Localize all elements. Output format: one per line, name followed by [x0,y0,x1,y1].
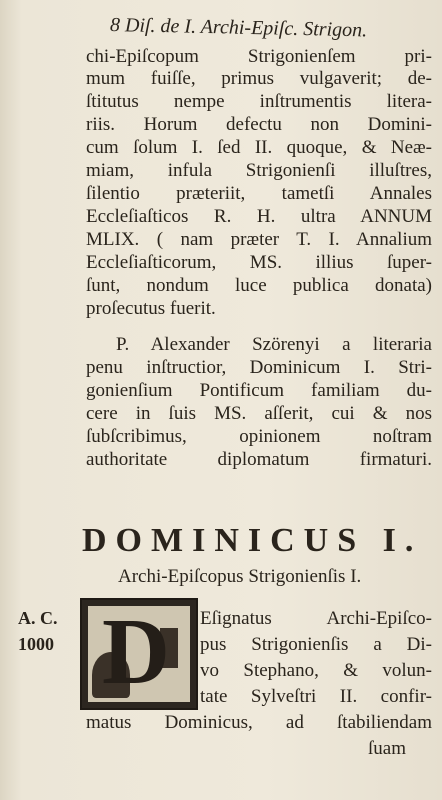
text-line: authoritate diplomatum firmaturi. [86,449,432,470]
catchword: ſuam [368,738,406,759]
text-line: Eccleſiaſticos R. H. ultra ANNUM [86,206,432,227]
text-line: P. Alexander Szörenyi a literaria [116,334,432,355]
text-line: cum ſolum I. ſed II. quoque, & Neæ- [86,137,432,158]
text-line: chi-Epiſcopum Strigonienſem pri- [86,46,432,67]
text-line: MLIX. ( nam præter T. I. Annalium [86,229,432,250]
text-line: Eſignatus Archi-Epiſco- [200,608,432,629]
text-line: miam, infula Strigonienſi illuſtres, [86,160,432,181]
decorated-initial [80,598,198,710]
text-line: cere in ſuis MS. aſſerit, cui & nos [86,403,432,424]
text-line: ſubſcribimus, opinionem noſtram [86,426,432,447]
text-line: penu inſtructior, Dominicum I. Stri- [86,357,432,378]
text-line: proſecutus fuerit. [86,298,216,319]
text-line: ſilentio præteriit, tametſi Annales [86,183,432,204]
section-heading: DOMINICUS I. [82,522,423,559]
drop-cap-letter: D [102,600,170,704]
section-subheading: Archi-Epiſcopus Strigonienſis I. [118,566,362,587]
text-line: pus Strigonienſis a Di- [200,634,432,655]
margin-note-year: 1000 [18,634,54,654]
text-line: mum fuiſſe, primus vulgaverit; de- [86,68,432,89]
margin-note-era: A. C. [18,608,58,628]
text-line: Eccleſiaſticorum, MS. illius ſuper- [86,252,432,273]
text-line: tate Sylveſtri II. confir- [200,686,432,707]
running-head: 8 Diſ. de I. Archi-Epiſc. Strigon. [109,14,368,42]
text-line: vo Stephano, & volun- [200,660,432,681]
text-line: riis. Horum defectu non Domini- [86,114,432,135]
text-line: ſtitutus nempe inſtrumentis litera- [86,91,432,112]
text-line: matus Dominicus, ad ſtabiliendam [86,712,432,733]
text-line: ſunt, nondum luce publica donata) [86,275,432,296]
text-line: gonienſium Pontificum familiam du- [86,380,432,401]
